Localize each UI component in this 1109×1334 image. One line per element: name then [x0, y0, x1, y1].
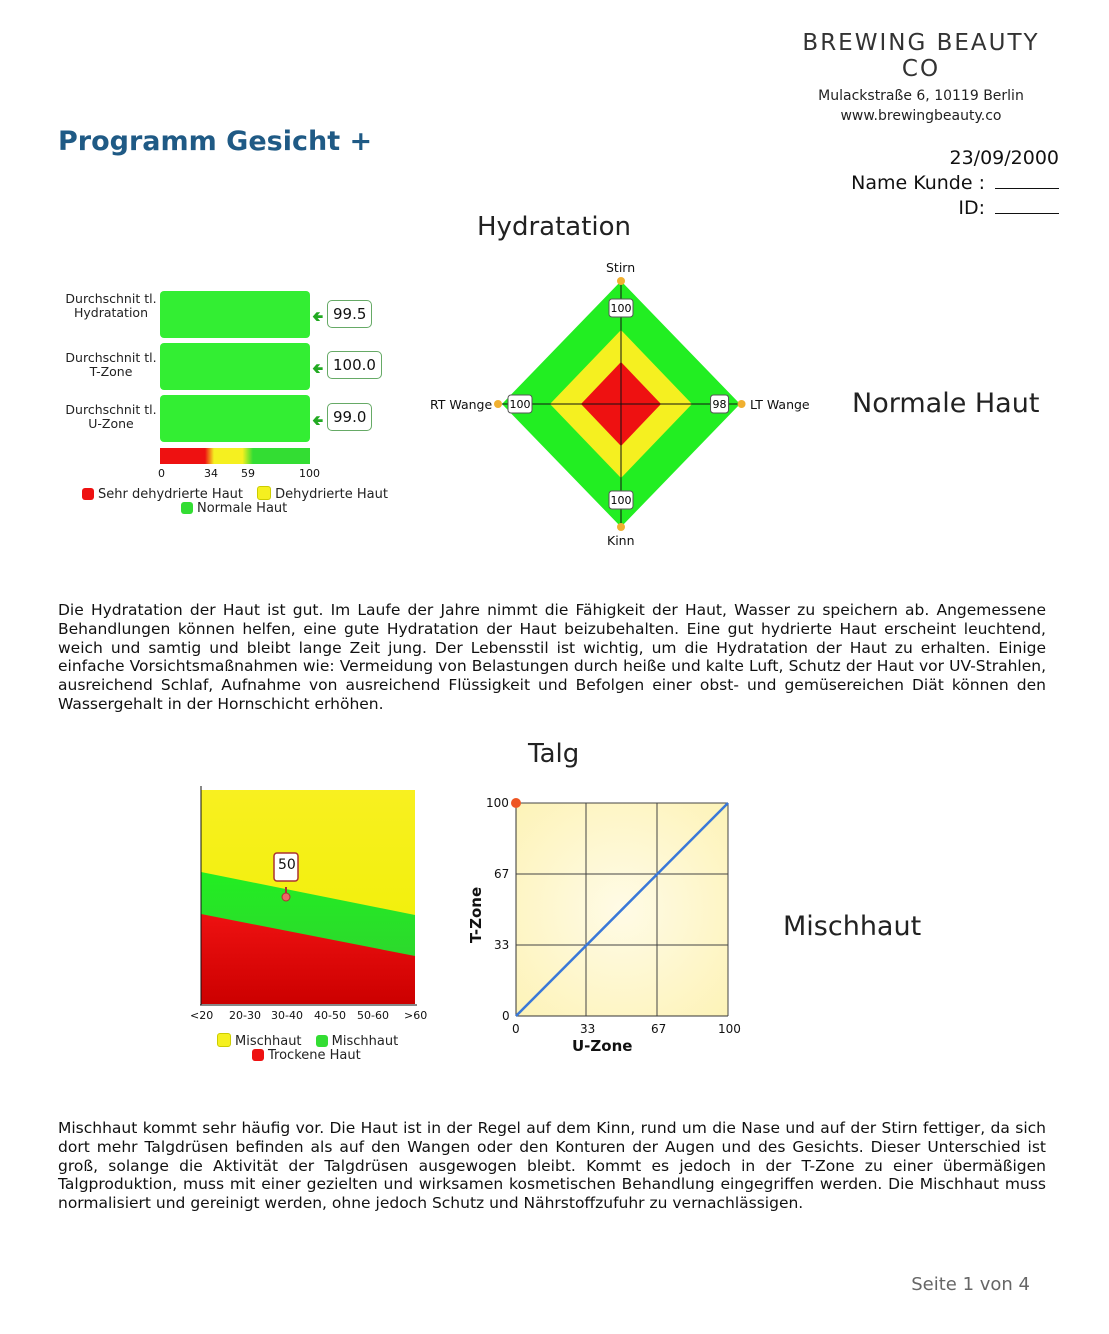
legend-label: Mischhaut: [331, 1034, 399, 1049]
client-meta: [851, 146, 1059, 221]
legend-swatch-yellow: [217, 1033, 231, 1047]
radar-point: [494, 400, 502, 408]
zone-y-label: T-Zone: [467, 886, 486, 944]
bar-value-tzone: 100.0: [327, 351, 382, 379]
bar-label-uzone: Durchschnit tl. U-Zone: [65, 402, 157, 431]
age-tick: <20: [190, 1009, 214, 1022]
hydration-result: Normale Haut: [852, 388, 1040, 419]
zone-y-tick: 67: [494, 867, 510, 881]
bar-tzone: [160, 343, 310, 390]
zone-x-tick: 0: [512, 1022, 520, 1036]
scale-tick: 59: [241, 467, 255, 480]
sebum-zone-chart: [465, 790, 755, 1040]
radar-label-stirn: Stirn: [606, 260, 636, 275]
bar-value-hydration: 99.5: [327, 300, 372, 328]
age-tick: 50-60: [357, 1009, 389, 1022]
radar-point: [738, 400, 746, 408]
age-tick: 20-30: [229, 1009, 261, 1022]
hydration-legend: [82, 486, 388, 502]
zone-x-tick: 33: [580, 1022, 596, 1036]
radar-value-label: 98: [712, 398, 727, 411]
zone-y-tick: 100: [486, 796, 509, 810]
radar-value-label: 100: [509, 398, 531, 411]
radar-point: [617, 523, 625, 531]
legend-swatch-green: [181, 502, 193, 514]
page-title: Programm Gesicht +: [58, 126, 373, 157]
legend-label: Mischhaut: [235, 1034, 302, 1049]
client-id-blank: [995, 213, 1059, 214]
radar-label-lt-wange: LT Wange: [750, 397, 810, 412]
report-date: 23/09/2000: [949, 147, 1059, 169]
zone-y-tick: 0: [502, 1009, 510, 1023]
radar-label-rt-wange: RT Wange: [430, 397, 493, 412]
hydration-scale-bar: [160, 448, 310, 464]
arrow-left-icon: 🢀: [312, 361, 324, 377]
sebum-legend-row2: [252, 1048, 361, 1063]
legend-swatch-red: [252, 1049, 264, 1061]
arrow-left-icon: 🢀: [312, 309, 324, 325]
scale-tick: 100: [299, 467, 320, 480]
hydration-title: Hydratation: [477, 212, 631, 242]
age-tick: >60: [404, 1009, 428, 1022]
bar-value-uzone: 99.0: [327, 403, 372, 431]
client-name-blank: [995, 188, 1059, 189]
legend-swatch-green: [316, 1035, 328, 1047]
brand-block: [781, 30, 1061, 124]
hydration-paragraph: Die Hydratation der Haut ist gut. Im Laufe der Jahre nimmt die Fähigkeit der Haut, Wasser zu speichern ab. Angemessene Behandlungen können helfen, eine gute Hydratation der Haut beizubehalten. Eine gut hydrierte Haut erscheint leuchtend, weich und samtig und bleibt lange Zeit jung. Der Lebensstil ist wichtig, um die Hydratation der Haut zu erhalten. Einige einfache Vorsichtsmaßnahmen wie: Vermeidung von Belastungen durch heiße und kalte Luft, Schutz der Haut vor UV-Strahlen, ausreichend Schlaf, Aufnahme von ausreichend Flüssigkeit und Befolgen einer obst- und gemüsereichen Diät können den Wassergehalt in der Hornschicht erhöhen.: [58, 601, 1046, 713]
legend-label: Normale Haut: [197, 501, 288, 516]
sebum-paragraph: Mischhaut kommt sehr häufig vor. Die Haut ist in der Regel auf dem Kinn, rund um die Nase und auf der Stirn fettiger, da sich dort mehr Talgdrüsen befinden als auf den Wangen oder den Konturen der Augen und des Gesichts. Dieser Unterschied ist groß, solange die Aktivität der Talgdrüsen ausgewogen bleibt. Kommt es jedoch in der T-Zone zu einer übermäßigen Talgproduktion, muss mit einer gezielten und wirksamen kosmetischen Behandlung eingegriffen werden. Die Mischhaut muss normalisiert und gereinigt werden, ohne jedoch Schutz und Nährstoffzufuhr zu vernachlässigen.: [58, 1119, 1046, 1213]
sebum-legend: [217, 1033, 398, 1049]
bar-hydration: [160, 291, 310, 338]
brand-website: www.brewingbeauty.co: [840, 108, 1002, 124]
age-marker-point: [282, 893, 290, 901]
scale-tick: 0: [158, 467, 165, 480]
radar-point: [617, 277, 625, 285]
legend-label: Dehydrierte Haut: [275, 487, 388, 502]
zone-x-tick: 67: [651, 1022, 667, 1036]
arrow-left-icon: 🢀: [312, 413, 324, 429]
sebum-title: Talg: [528, 739, 580, 769]
radar-value-label: 100: [610, 302, 632, 315]
client-id-label: ID:: [958, 197, 985, 219]
zone-x-label: U-Zone: [572, 1037, 633, 1055]
scale-tick: 34: [204, 467, 218, 480]
radar-value-label: 100: [610, 494, 632, 507]
legend-label: Trockene Haut: [268, 1048, 361, 1063]
zone-x-tick: 100: [718, 1022, 741, 1036]
brand-name: BREWING BEAUTY CO: [802, 30, 1040, 82]
bar-label-hydration: Durchschnit tl. Hydratation: [65, 291, 157, 320]
sebum-result: Mischhaut: [783, 911, 922, 942]
legend-swatch-yellow: [257, 486, 271, 500]
zone-data-point: [511, 798, 521, 808]
age-marker-value: 50: [278, 857, 296, 873]
legend-swatch-red: [82, 488, 94, 500]
client-name-label: Name Kunde :: [851, 172, 985, 194]
age-tick: 40-50: [314, 1009, 346, 1022]
hydration-legend-row2: [181, 501, 287, 516]
page-number: Seite 1 von 4: [911, 1274, 1030, 1295]
radar-label-kinn: Kinn: [607, 533, 635, 548]
bar-uzone: [160, 395, 310, 442]
zone-y-tick: 33: [494, 938, 510, 952]
brand-address: Mulackstraße 6, 10119 Berlin: [818, 88, 1024, 104]
client-id-row: [851, 196, 1059, 221]
age-tick: 30-40: [271, 1009, 303, 1022]
bar-label-tzone: Durchschnit tl. T-Zone: [65, 350, 157, 379]
sebum-age-chart: [190, 780, 430, 1020]
client-name-row: [851, 171, 1059, 196]
legend-label: Sehr dehydrierte Haut: [98, 487, 244, 502]
